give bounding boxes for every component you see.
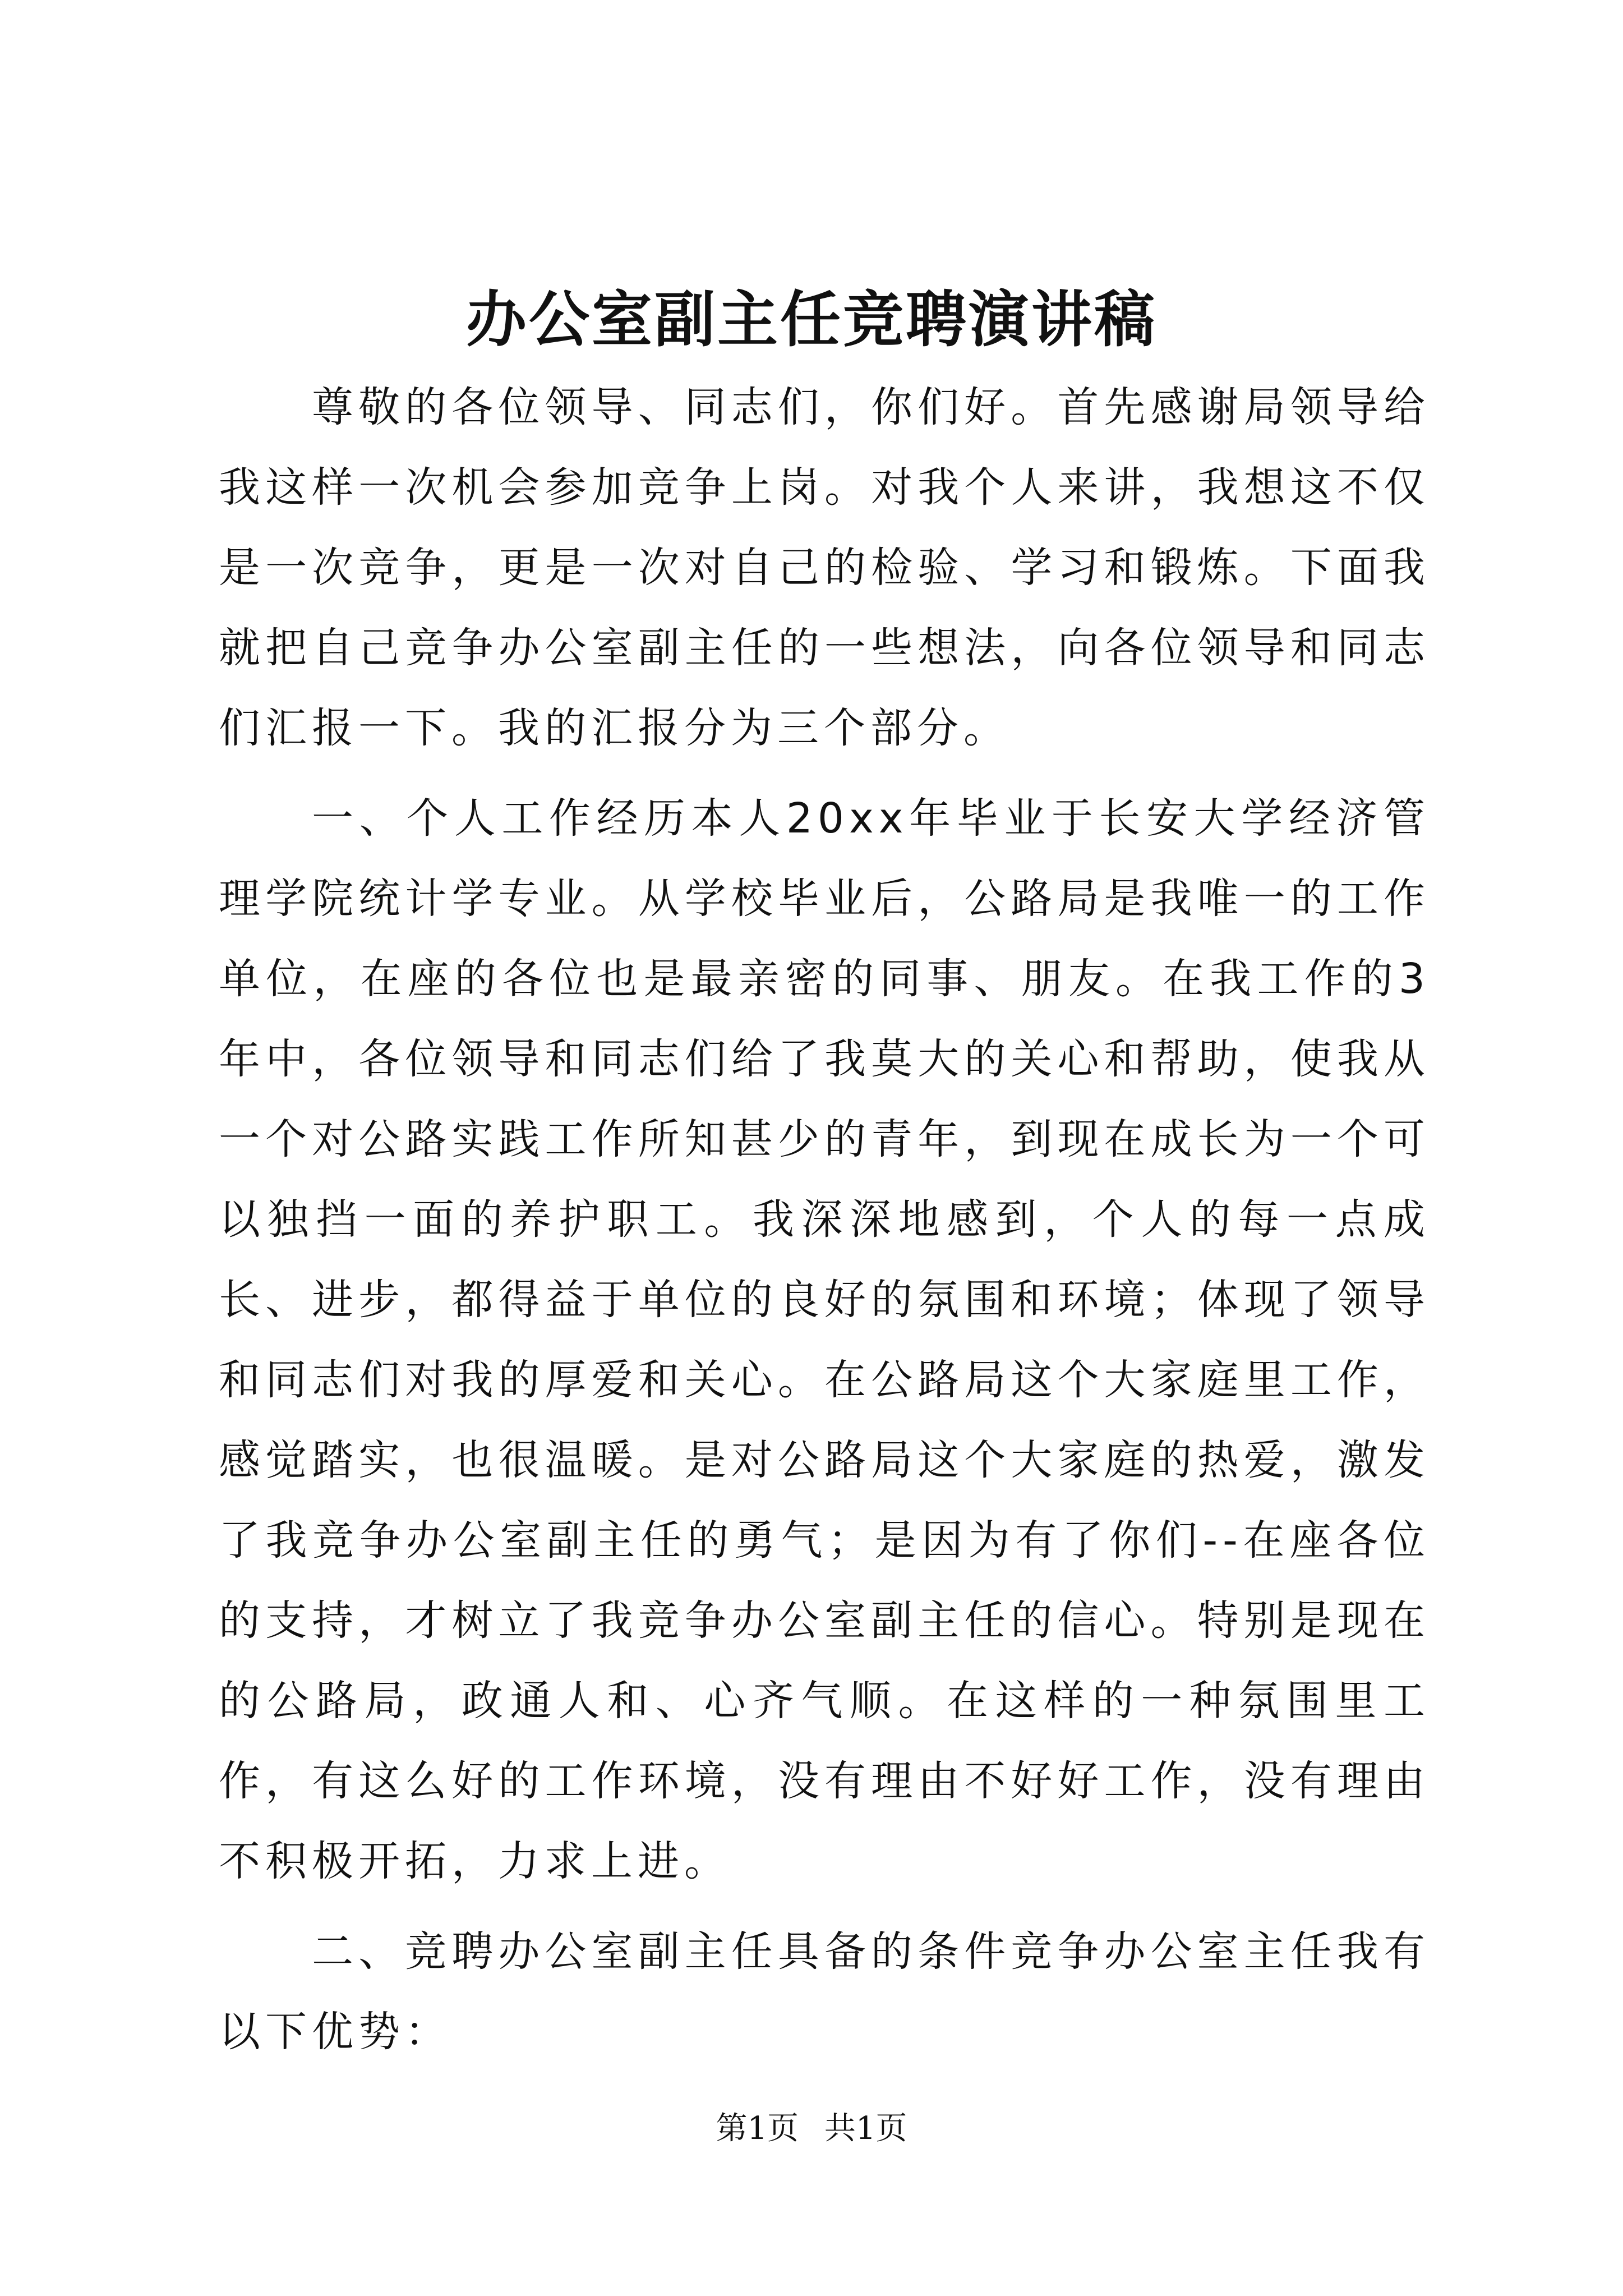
- page-number-current: 第1页: [716, 2110, 799, 2147]
- document-title: 办公室副主任竞聘演讲稿: [465, 284, 1157, 355]
- paragraph-work-experience: 一、个人工作经历本人20xx年毕业于长安大学经济管理学院统计学专业。从学校毕业后，公路局是我唯一的工作单位，在座的各位也是最亲密的同事、朋友。在我工作的3年中，各位领导和同志们给了我莫大的关心和帮助，使我从一个对公路实践工作所知甚少的青年，到现在成长为一个可以独挡一面的养护职工。我深深地感到，个人的每一点成长、进步，都得益于单位的良好的氛围和环境；体现了领导和同志们对我的厚爱和关心。在公路局这个大家庭里工作，感觉踏实，也很温暖。是对公路局这个大家庭的热爱，激发了我竞争办公室副主任的勇气；是因为有了你们--在座各位的支持，才树立了我竞争办公室副主任的信心。特别是现在的公路局，政通人和、心齐气顺。在这样的一种氛围里工作，有这么好的工作环境，没有理由不好好工作，没有理由不积极开拓，力求上进。: [219, 794, 1430, 1885]
- paragraph-qualifications: 二、竞聘办公室副主任具备的条件竞争办公室主任我有以下优势：: [219, 1927, 1430, 2056]
- page-footer: [0, 2106, 1623, 2151]
- document-body: [219, 367, 1430, 2072]
- paragraph-greeting: 尊敬的各位领导、同志们，你们好。首先感谢局领导给我这样一次机会参加竞争上岗。对我个人来讲，我想这不仅是一次竞争，更是一次对自己的检验、学习和锻炼。下面我就把自己竞争办公室副主任的一些想法，向各位领导和同志们汇报一下。我的汇报分为三个部分。: [219, 383, 1430, 752]
- page-number-total: 共1页: [824, 2110, 907, 2147]
